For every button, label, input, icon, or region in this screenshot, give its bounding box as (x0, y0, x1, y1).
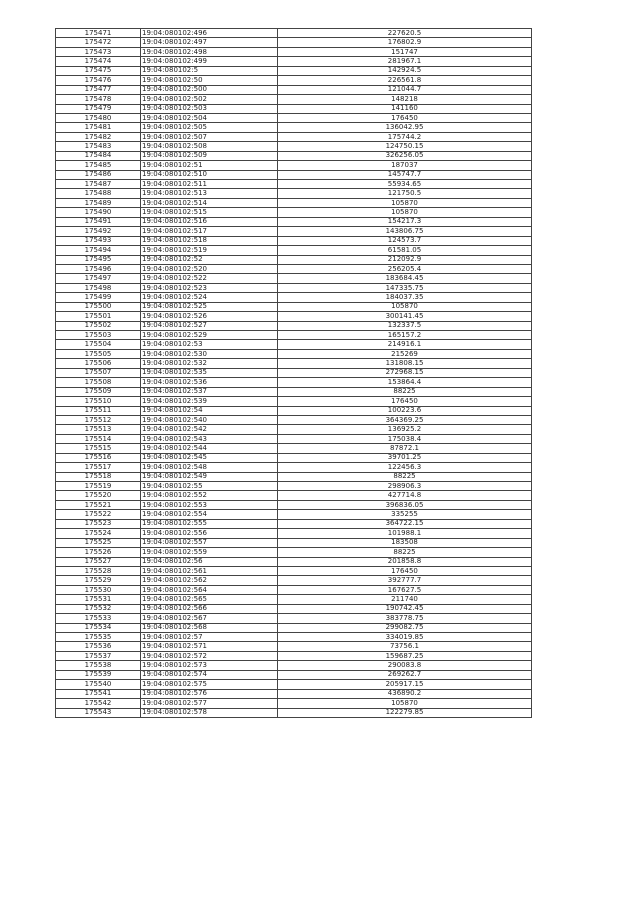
cadastral-number-cell: 19:04:080102:499 (141, 57, 278, 66)
cadastral-number-cell: 19:04:080102:535 (141, 368, 278, 377)
record-id-cell: 175488 (56, 189, 141, 198)
value-cell: 122279.85 (278, 708, 532, 717)
cadastral-number-cell: 19:04:080102:57 (141, 633, 278, 642)
value-cell: 121044.7 (278, 85, 532, 94)
record-id-cell: 175496 (56, 264, 141, 273)
value-cell: 184037.35 (278, 293, 532, 302)
record-id-cell: 175542 (56, 699, 141, 708)
table-row (56, 661, 532, 670)
record-id-cell: 175531 (56, 595, 141, 604)
table-row (56, 349, 532, 358)
table-row (56, 500, 532, 509)
record-id-cell: 175491 (56, 217, 141, 226)
cadastral-number-cell: 19:04:080102:50 (141, 76, 278, 85)
table-row (56, 113, 532, 122)
record-id-cell: 175528 (56, 566, 141, 575)
cadastral-number-cell: 19:04:080102:5 (141, 66, 278, 75)
record-id-cell: 175543 (56, 708, 141, 717)
table-row (56, 670, 532, 679)
cadastral-number-cell: 19:04:080102:573 (141, 661, 278, 670)
table-row (56, 482, 532, 491)
table-row (56, 623, 532, 632)
record-id-cell: 175527 (56, 557, 141, 566)
record-id-cell: 175515 (56, 444, 141, 453)
cadastral-number-cell: 19:04:080102:549 (141, 472, 278, 481)
value-cell: 73756.1 (278, 642, 532, 651)
record-id-cell: 175503 (56, 331, 141, 340)
cadastral-number-cell: 19:04:080102:564 (141, 585, 278, 594)
cadastral-number-cell: 19:04:080102:518 (141, 236, 278, 245)
cadastral-number-cell: 19:04:080102:526 (141, 312, 278, 321)
record-id-cell: 175517 (56, 463, 141, 472)
data-table (55, 28, 532, 718)
cadastral-number-cell: 19:04:080102:553 (141, 500, 278, 509)
table-row (56, 491, 532, 500)
cadastral-number-cell: 19:04:080102:578 (141, 708, 278, 717)
value-cell: 55934.65 (278, 180, 532, 189)
table-row (56, 123, 532, 132)
table-body (56, 29, 532, 718)
value-cell: 147335.75 (278, 283, 532, 292)
table-row (56, 180, 532, 189)
table-row (56, 378, 532, 387)
record-id-cell: 175502 (56, 321, 141, 330)
value-cell: 121750.5 (278, 189, 532, 198)
cadastral-number-cell: 19:04:080102:503 (141, 104, 278, 113)
cadastral-number-cell: 19:04:080102:498 (141, 47, 278, 56)
record-id-cell: 175498 (56, 283, 141, 292)
cadastral-number-cell: 19:04:080102:55 (141, 482, 278, 491)
value-cell: 143806.75 (278, 227, 532, 236)
record-id-cell: 175494 (56, 246, 141, 255)
cadastral-number-cell: 19:04:080102:507 (141, 132, 278, 141)
value-cell: 334019.85 (278, 633, 532, 642)
value-cell: 215269 (278, 349, 532, 358)
record-id-cell: 175507 (56, 368, 141, 377)
value-cell: 187037 (278, 161, 532, 170)
value-cell: 165157.2 (278, 331, 532, 340)
table-row (56, 576, 532, 585)
table-row (56, 434, 532, 443)
table-row (56, 557, 532, 566)
value-cell: 272968.15 (278, 368, 532, 377)
record-id-cell: 175518 (56, 472, 141, 481)
value-cell: 122456.3 (278, 463, 532, 472)
record-id-cell: 175492 (56, 227, 141, 236)
table-row (56, 472, 532, 481)
record-id-cell: 175510 (56, 397, 141, 406)
table-row (56, 57, 532, 66)
cadastral-number-cell: 19:04:080102:576 (141, 689, 278, 698)
table-row (56, 548, 532, 557)
record-id-cell: 175519 (56, 482, 141, 491)
value-cell: 61581.05 (278, 246, 532, 255)
table-row (56, 425, 532, 434)
table-row (56, 255, 532, 264)
record-id-cell: 175525 (56, 538, 141, 547)
cadastral-number-cell: 19:04:080102:530 (141, 349, 278, 358)
cadastral-number-cell: 19:04:080102:511 (141, 180, 278, 189)
cadastral-number-cell: 19:04:080102:519 (141, 246, 278, 255)
record-id-cell: 175472 (56, 38, 141, 47)
record-id-cell: 175508 (56, 378, 141, 387)
table-row (56, 387, 532, 396)
cadastral-number-cell: 19:04:080102:571 (141, 642, 278, 651)
value-cell: 183508 (278, 538, 532, 547)
table-row (56, 397, 532, 406)
record-id-cell: 175493 (56, 236, 141, 245)
record-id-cell: 175540 (56, 680, 141, 689)
value-cell: 105870 (278, 302, 532, 311)
record-id-cell: 175541 (56, 689, 141, 698)
cadastral-number-cell: 19:04:080102:544 (141, 444, 278, 453)
cadastral-number-cell: 19:04:080102:529 (141, 331, 278, 340)
record-id-cell: 175482 (56, 132, 141, 141)
table-row (56, 529, 532, 538)
table-row (56, 66, 532, 75)
value-cell: 88225 (278, 387, 532, 396)
record-id-cell: 175532 (56, 604, 141, 613)
value-cell: 226561.8 (278, 76, 532, 85)
record-id-cell: 175487 (56, 180, 141, 189)
cadastral-number-cell: 19:04:080102:559 (141, 548, 278, 557)
table-row (56, 633, 532, 642)
record-id-cell: 175524 (56, 529, 141, 538)
table-row (56, 708, 532, 717)
value-cell: 269262.7 (278, 670, 532, 679)
table-row (56, 208, 532, 217)
cadastral-number-cell: 19:04:080102:532 (141, 359, 278, 368)
record-id-cell: 175512 (56, 415, 141, 424)
table-row (56, 614, 532, 623)
cadastral-number-cell: 19:04:080102:525 (141, 302, 278, 311)
table-row (56, 699, 532, 708)
value-cell: 396836.05 (278, 500, 532, 509)
cadastral-number-cell: 19:04:080102:504 (141, 113, 278, 122)
value-cell: 300141.45 (278, 312, 532, 321)
value-cell: 88225 (278, 472, 532, 481)
table-row (56, 510, 532, 519)
record-id-cell: 175533 (56, 614, 141, 623)
value-cell: 256205.4 (278, 264, 532, 273)
table-row (56, 538, 532, 547)
record-id-cell: 175526 (56, 548, 141, 557)
cadastral-number-cell: 19:04:080102:500 (141, 85, 278, 94)
value-cell: 176450 (278, 566, 532, 575)
value-cell: 299082.75 (278, 623, 532, 632)
record-id-cell: 175535 (56, 633, 141, 642)
table-row (56, 406, 532, 415)
table-row (56, 642, 532, 651)
table-row (56, 274, 532, 283)
table-row (56, 29, 532, 38)
value-cell: 159687.25 (278, 651, 532, 660)
cadastral-number-cell: 19:04:080102:505 (141, 123, 278, 132)
value-cell: 153864.4 (278, 378, 532, 387)
value-cell: 364722.15 (278, 519, 532, 528)
cadastral-number-cell: 19:04:080102:555 (141, 519, 278, 528)
cadastral-number-cell: 19:04:080102:565 (141, 595, 278, 604)
table-row (56, 368, 532, 377)
value-cell: 364369.25 (278, 415, 532, 424)
table-row (56, 161, 532, 170)
table-row (56, 604, 532, 613)
cadastral-number-cell: 19:04:080102:502 (141, 95, 278, 104)
value-cell: 105870 (278, 699, 532, 708)
record-id-cell: 175530 (56, 585, 141, 594)
record-id-cell: 175483 (56, 142, 141, 151)
value-cell: 326256.05 (278, 151, 532, 160)
table-row (56, 444, 532, 453)
record-id-cell: 175516 (56, 453, 141, 462)
record-id-cell: 175486 (56, 170, 141, 179)
value-cell: 87872.1 (278, 444, 532, 453)
value-cell: 141160 (278, 104, 532, 113)
table-row (56, 331, 532, 340)
table-row (56, 595, 532, 604)
table-row (56, 566, 532, 575)
value-cell: 136925.2 (278, 425, 532, 434)
record-id-cell: 175509 (56, 387, 141, 396)
value-cell: 124750.15 (278, 142, 532, 151)
table-row (56, 359, 532, 368)
cadastral-number-cell: 19:04:080102:561 (141, 566, 278, 575)
value-cell: 176802.9 (278, 38, 532, 47)
value-cell: 383778.75 (278, 614, 532, 623)
table-row (56, 104, 532, 113)
table-row (56, 680, 532, 689)
value-cell: 290083.8 (278, 661, 532, 670)
value-cell: 105870 (278, 198, 532, 207)
cadastral-number-cell: 19:04:080102:508 (141, 142, 278, 151)
record-id-cell: 175489 (56, 198, 141, 207)
table-row (56, 463, 532, 472)
cadastral-number-cell: 19:04:080102:575 (141, 680, 278, 689)
record-id-cell: 175529 (56, 576, 141, 585)
table-row (56, 340, 532, 349)
cadastral-number-cell: 19:04:080102:539 (141, 397, 278, 406)
record-id-cell: 175471 (56, 29, 141, 38)
table-row (56, 264, 532, 273)
table-row (56, 519, 532, 528)
record-id-cell: 175501 (56, 312, 141, 321)
cadastral-number-cell: 19:04:080102:520 (141, 264, 278, 273)
table-row (56, 132, 532, 141)
value-cell: 145747.7 (278, 170, 532, 179)
cadastral-number-cell: 19:04:080102:540 (141, 415, 278, 424)
record-id-cell: 175523 (56, 519, 141, 528)
cadastral-number-cell: 19:04:080102:548 (141, 463, 278, 472)
table-row (56, 415, 532, 424)
cadastral-number-cell: 19:04:080102:51 (141, 161, 278, 170)
value-cell: 212092.9 (278, 255, 532, 264)
table-row (56, 689, 532, 698)
table-row (56, 312, 532, 321)
value-cell: 175038.4 (278, 434, 532, 443)
cadastral-number-cell: 19:04:080102:572 (141, 651, 278, 660)
cadastral-number-cell: 19:04:080102:562 (141, 576, 278, 585)
cadastral-number-cell: 19:04:080102:567 (141, 614, 278, 623)
record-id-cell: 175476 (56, 76, 141, 85)
value-cell: 176450 (278, 113, 532, 122)
value-cell: 100223.6 (278, 406, 532, 415)
record-id-cell: 175511 (56, 406, 141, 415)
value-cell: 132337.5 (278, 321, 532, 330)
record-id-cell: 175521 (56, 500, 141, 509)
record-id-cell: 175499 (56, 293, 141, 302)
table-row (56, 293, 532, 302)
record-id-cell: 175500 (56, 302, 141, 311)
table-row (56, 76, 532, 85)
record-id-cell: 175473 (56, 47, 141, 56)
cadastral-number-cell: 19:04:080102:523 (141, 283, 278, 292)
record-id-cell: 175513 (56, 425, 141, 434)
value-cell: 214916.1 (278, 340, 532, 349)
cadastral-number-cell: 19:04:080102:522 (141, 274, 278, 283)
cadastral-number-cell: 19:04:080102:56 (141, 557, 278, 566)
cadastral-number-cell: 19:04:080102:536 (141, 378, 278, 387)
cadastral-number-cell: 19:04:080102:568 (141, 623, 278, 632)
value-cell: 136042.95 (278, 123, 532, 132)
record-id-cell: 175536 (56, 642, 141, 651)
table-row (56, 142, 532, 151)
cadastral-number-cell: 19:04:080102:527 (141, 321, 278, 330)
cadastral-number-cell: 19:04:080102:524 (141, 293, 278, 302)
value-cell: 392777.7 (278, 576, 532, 585)
record-id-cell: 175474 (56, 57, 141, 66)
record-id-cell: 175490 (56, 208, 141, 217)
record-id-cell: 175506 (56, 359, 141, 368)
table-row (56, 85, 532, 94)
cadastral-number-cell: 19:04:080102:557 (141, 538, 278, 547)
cadastral-number-cell: 19:04:080102:514 (141, 198, 278, 207)
cadastral-number-cell: 19:04:080102:545 (141, 453, 278, 462)
table-row (56, 283, 532, 292)
value-cell: 175744.2 (278, 132, 532, 141)
value-cell: 124573.7 (278, 236, 532, 245)
cadastral-number-cell: 19:04:080102:497 (141, 38, 278, 47)
table-row (56, 321, 532, 330)
cadastral-number-cell: 19:04:080102:496 (141, 29, 278, 38)
cadastral-number-cell: 19:04:080102:574 (141, 670, 278, 679)
cadastral-number-cell: 19:04:080102:556 (141, 529, 278, 538)
value-cell: 227620.5 (278, 29, 532, 38)
cadastral-number-cell: 19:04:080102:513 (141, 189, 278, 198)
record-id-cell: 175504 (56, 340, 141, 349)
value-cell: 183684.45 (278, 274, 532, 283)
value-cell: 190742.45 (278, 604, 532, 613)
table-row (56, 47, 532, 56)
cadastral-number-cell: 19:04:080102:543 (141, 434, 278, 443)
cadastral-number-cell: 19:04:080102:516 (141, 217, 278, 226)
value-cell: 39701.25 (278, 453, 532, 462)
cadastral-number-cell: 19:04:080102:510 (141, 170, 278, 179)
value-cell: 101988.1 (278, 529, 532, 538)
record-id-cell: 175480 (56, 113, 141, 122)
table-row (56, 151, 532, 160)
value-cell: 436890.2 (278, 689, 532, 698)
value-cell: 281967.1 (278, 57, 532, 66)
record-id-cell: 175522 (56, 510, 141, 519)
cadastral-number-cell: 19:04:080102:552 (141, 491, 278, 500)
value-cell: 427714.8 (278, 491, 532, 500)
value-cell: 105870 (278, 208, 532, 217)
cadastral-number-cell: 19:04:080102:515 (141, 208, 278, 217)
table-row (56, 38, 532, 47)
table-row (56, 246, 532, 255)
record-id-cell: 175514 (56, 434, 141, 443)
cadastral-number-cell: 19:04:080102:542 (141, 425, 278, 434)
cadastral-number-cell: 19:04:080102:54 (141, 406, 278, 415)
record-id-cell: 175481 (56, 123, 141, 132)
table-row (56, 170, 532, 179)
table-row (56, 651, 532, 660)
table-row (56, 198, 532, 207)
table-row (56, 217, 532, 226)
value-cell: 335255 (278, 510, 532, 519)
record-id-cell: 175495 (56, 255, 141, 264)
record-id-cell: 175485 (56, 161, 141, 170)
cadastral-number-cell: 19:04:080102:517 (141, 227, 278, 236)
table-row (56, 585, 532, 594)
cadastral-number-cell: 19:04:080102:537 (141, 387, 278, 396)
cadastral-number-cell: 19:04:080102:566 (141, 604, 278, 613)
value-cell: 151747 (278, 47, 532, 56)
value-cell: 142924.5 (278, 66, 532, 75)
record-id-cell: 175475 (56, 66, 141, 75)
value-cell: 298906.3 (278, 482, 532, 491)
cadastral-number-cell: 19:04:080102:53 (141, 340, 278, 349)
value-cell: 211740 (278, 595, 532, 604)
record-id-cell: 175478 (56, 95, 141, 104)
record-id-cell: 175484 (56, 151, 141, 160)
table-row (56, 236, 532, 245)
cadastral-number-cell: 19:04:080102:554 (141, 510, 278, 519)
table-row (56, 302, 532, 311)
table-row (56, 453, 532, 462)
value-cell: 201858.8 (278, 557, 532, 566)
record-id-cell: 175539 (56, 670, 141, 679)
cadastral-number-cell: 19:04:080102:52 (141, 255, 278, 264)
value-cell: 176450 (278, 397, 532, 406)
value-cell: 148218 (278, 95, 532, 104)
value-cell: 205917.15 (278, 680, 532, 689)
value-cell: 88225 (278, 548, 532, 557)
record-id-cell: 175477 (56, 85, 141, 94)
table-row (56, 189, 532, 198)
table-row (56, 95, 532, 104)
record-id-cell: 175479 (56, 104, 141, 113)
record-id-cell: 175505 (56, 349, 141, 358)
record-id-cell: 175497 (56, 274, 141, 283)
table-row (56, 227, 532, 236)
record-id-cell: 175538 (56, 661, 141, 670)
value-cell: 154217.3 (278, 217, 532, 226)
cadastral-number-cell: 19:04:080102:509 (141, 151, 278, 160)
cadastral-number-cell: 19:04:080102:577 (141, 699, 278, 708)
record-id-cell: 175520 (56, 491, 141, 500)
value-cell: 167627.5 (278, 585, 532, 594)
record-id-cell: 175534 (56, 623, 141, 632)
value-cell: 131808.15 (278, 359, 532, 368)
record-id-cell: 175537 (56, 651, 141, 660)
